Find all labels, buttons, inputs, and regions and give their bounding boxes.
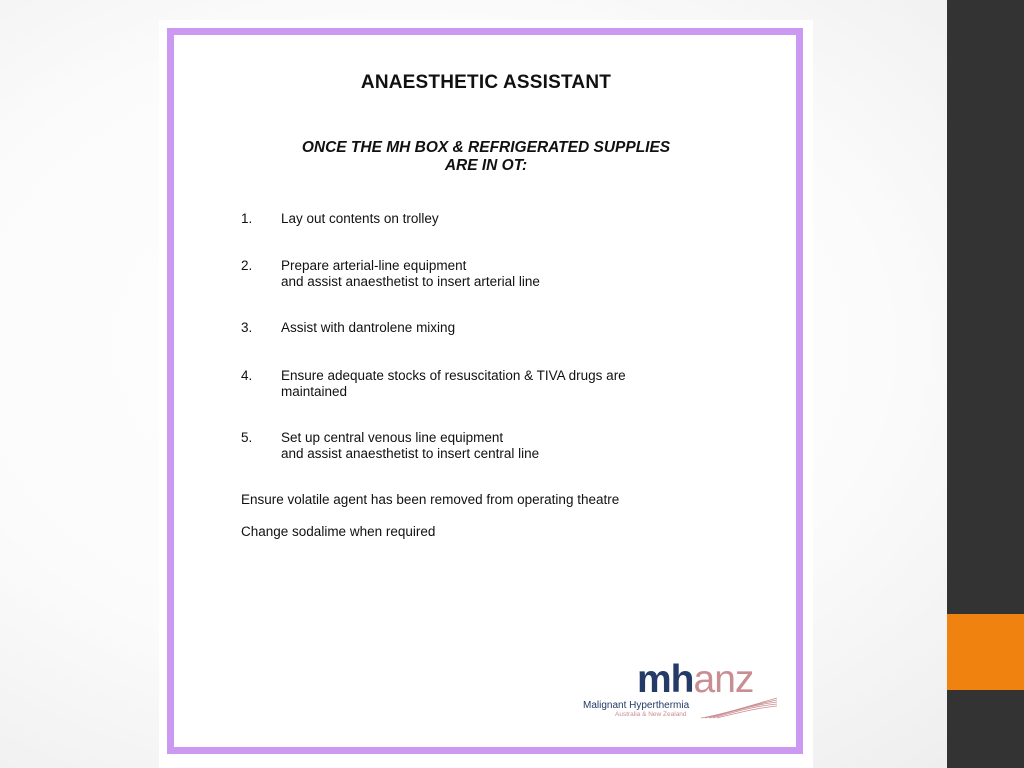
list-item-text: Prepare arterial-line equipment	[281, 258, 467, 273]
document-title: ANAESTHETIC ASSISTANT	[360, 72, 612, 93]
list-item-number: 5.	[241, 430, 253, 445]
logo-mark-anz: anz	[693, 658, 754, 701]
list-item-text: Ensure adequate stocks of resuscitation & TIVA drugs are	[281, 368, 626, 383]
document-subtitle	[159, 139, 813, 175]
list-item-number: 1.	[241, 211, 253, 226]
subtitle-line-2: ARE IN OT:	[444, 157, 528, 174]
list-item-text: Lay out contents on trolley	[281, 211, 439, 226]
accent-block	[947, 614, 1024, 690]
logo-mark-mh: mh	[637, 658, 694, 701]
list-item-number: 4.	[241, 368, 253, 383]
swoosh-icon	[699, 696, 779, 720]
list-item-number: 2.	[241, 258, 253, 273]
list-item-text-cont: maintained	[281, 384, 348, 399]
list-item-text-cont: and assist anaesthetist to insert arterial line	[281, 274, 540, 289]
note-sodalime: Change sodalime when required	[241, 524, 436, 539]
logo-tagline: Malignant Hyperthermia	[583, 700, 690, 711]
list-item-number: 3.	[241, 320, 253, 335]
logo-region: Australia & New Zealand	[615, 711, 687, 718]
list-item-text: Set up central venous line equipment	[281, 430, 504, 445]
note-volatile-agent: Ensure volatile agent has been removed from operating theatre	[241, 492, 620, 507]
subtitle-line-1: ONCE THE MH BOX & REFRIGERATED SUPPLIES	[301, 139, 671, 156]
document-page	[159, 20, 813, 768]
list-item-text-cont: and assist anaesthetist to insert central line	[281, 446, 540, 461]
mhanz-logo	[579, 660, 779, 720]
logo-wordmark	[637, 660, 753, 700]
list-item-text: Assist with dantrolene mixing	[281, 320, 456, 335]
